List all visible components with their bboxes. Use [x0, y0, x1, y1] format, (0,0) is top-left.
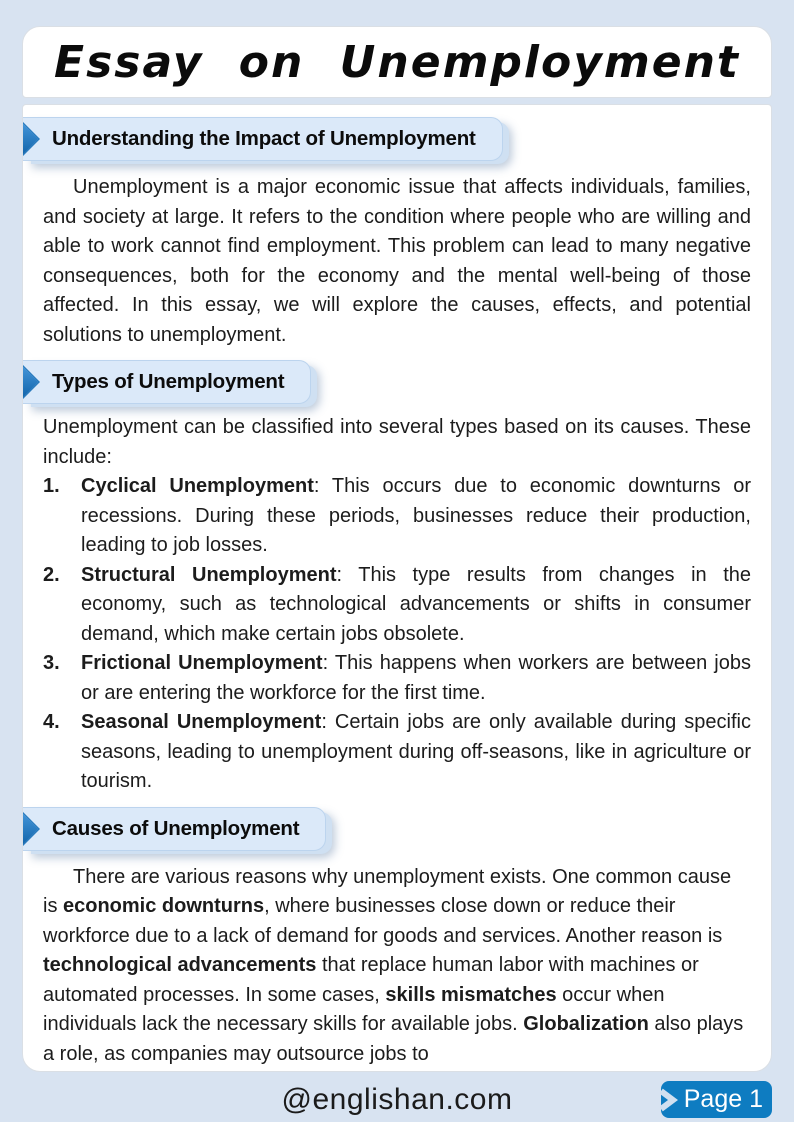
- item-text: : This happens when workers are between jobs or are entering the workforce for the first time.: [81, 652, 751, 704]
- item-text: : This type results from changes in the economy, such as technological advancements or shifts in consumer demand, which make certain jobs obsolete.: [81, 563, 751, 645]
- paragraph-causes: There are various reasons why unemployment exists. One common cause is economic downturns, where businesses close down or reduce their workforce due to a lack of demand for goods and services. Another reason is technological advancements that replace human labor with machines or automated processes. In some cases, skills mismatches occur when individuals lack the necessary skills for available jobs. Globalization also plays a role, as companies may outsource jobs to: [43, 865, 744, 1065]
- diamond-icon: [22, 812, 40, 846]
- item-text: : Certain jobs are only available during specific seasons, leading to unemployment during off-seasons, like in agriculture or tourism.: [81, 711, 751, 792]
- list-item: [43, 472, 751, 561]
- content-card: [22, 104, 772, 1072]
- section-heading-label: Understanding the Impact of Unemployment: [52, 127, 476, 150]
- item-label: Seasonal Unemployment: [81, 711, 322, 733]
- item-label: Cyclical Unemployment: [81, 475, 314, 497]
- chevron-right-icon: [660, 1087, 680, 1113]
- site-handle: @englishan.com: [281, 1083, 513, 1116]
- page-badge-label: Page 1: [683, 1085, 763, 1113]
- diamond-icon: [22, 365, 40, 399]
- section-header-impact: [23, 117, 503, 161]
- item-text: : This occurs due to economic downturns or recessions. During these periods, businesses reduce their production, leading to job losses.: [81, 475, 752, 556]
- list-item: [43, 561, 751, 650]
- page-title: Essay on Unemployment: [54, 36, 740, 88]
- page-badge: [661, 1081, 772, 1118]
- item-number: 2.: [43, 563, 60, 586]
- section-header-causes: [23, 807, 326, 851]
- section-heading-label: Causes of Unemployment: [52, 816, 300, 840]
- footer: [0, 1078, 794, 1122]
- item-number: 3.: [43, 652, 60, 674]
- item-number: 1.: [43, 475, 60, 497]
- diamond-icon: [22, 122, 40, 156]
- section-heading-label: Types of Unemployment: [52, 370, 285, 393]
- list-item: [43, 649, 751, 708]
- item-number: 4.: [43, 711, 60, 733]
- types-intro: Unemployment can be classified into several types based on its causes. These include:: [43, 416, 751, 468]
- title-card: [22, 26, 772, 98]
- paragraph-impact: Unemployment is a major economic issue that affects individuals, families, and society at large. It refers to the condition where people who are willing and able to work cannot find employment. This problem can lead to many negative consequences, both for the economy and the mental well-being of those affected. In this essay, we will explore the causes, effects, and potential solutions to unemployment.: [43, 176, 751, 346]
- item-label: Frictional Unemployment: [81, 652, 323, 674]
- list-item: [43, 708, 751, 797]
- unemployment-types-list: [43, 472, 751, 797]
- section-header-types: [23, 360, 311, 404]
- item-label: Structural Unemployment: [81, 563, 337, 586]
